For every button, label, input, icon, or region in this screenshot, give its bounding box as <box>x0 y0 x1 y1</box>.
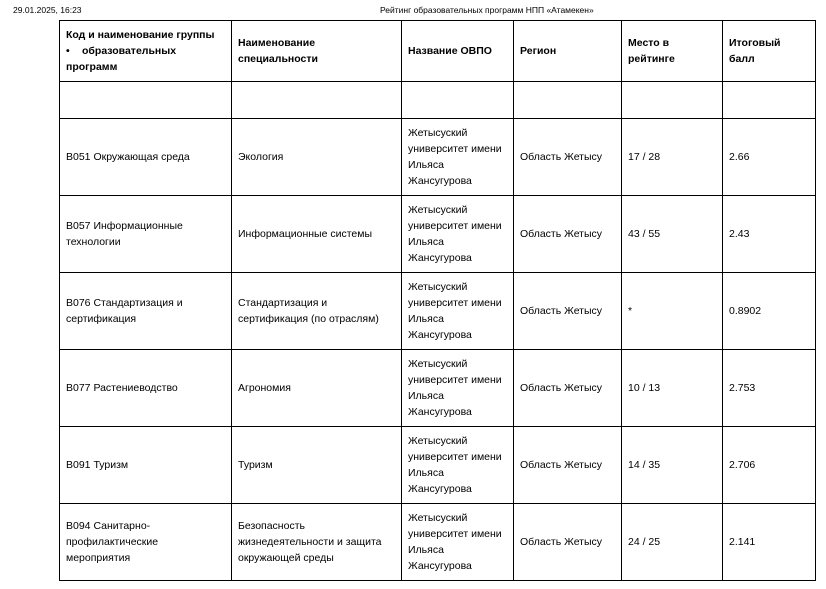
cell-group: В077 Растениеводство <box>60 350 232 427</box>
column-header-group-line2: образовательных <box>82 45 177 57</box>
cell-group: В051 Окружающая среда <box>60 119 232 196</box>
column-header-ovpo: Название ОВПО <box>402 21 514 82</box>
cell-region: Область Жетысу <box>514 196 622 273</box>
rating-table <box>59 20 816 581</box>
cell-ovpo: Жетысуский университет имени Ильяса Жансугурова <box>402 273 514 350</box>
cell-specialty: Экология <box>232 119 402 196</box>
table-row <box>60 119 816 196</box>
table-row <box>60 504 816 581</box>
empty-cell <box>723 82 816 119</box>
empty-cell <box>514 82 622 119</box>
cell-rank: 17 / 28 <box>622 119 723 196</box>
cell-region: Область Жетысу <box>514 350 622 427</box>
empty-row <box>60 82 816 119</box>
empty-cell <box>622 82 723 119</box>
cell-score: 2.43 <box>723 196 816 273</box>
table-row <box>60 273 816 350</box>
column-header-specialty: Наименование специальности <box>232 21 402 82</box>
column-header-score: Итоговый балл <box>723 21 816 82</box>
cell-ovpo: Жетысуский университет имени Ильяса Жансугурова <box>402 119 514 196</box>
cell-region: Область Жетысу <box>514 427 622 504</box>
cell-region: Область Жетысу <box>514 119 622 196</box>
cell-specialty: Туризм <box>232 427 402 504</box>
cell-rank: 43 / 55 <box>622 196 723 273</box>
empty-cell <box>60 82 232 119</box>
cell-specialty: Информационные системы <box>232 196 402 273</box>
cell-ovpo: Жетысуский университет имени Ильяса Жансугурова <box>402 350 514 427</box>
print-date: 29.01.2025, 16:23 <box>13 5 82 15</box>
table-header-row <box>60 21 816 82</box>
cell-specialty: Стандартизация и сертификация (по отраслям) <box>232 273 402 350</box>
print-title: Рейтинг образовательных программ НПП «Атамекен» <box>380 5 594 15</box>
column-header-group-line3: программ <box>66 61 118 73</box>
column-header-rank: Место в рейтинге <box>622 21 723 82</box>
cell-ovpo: Жетысуский университет имени Ильяса Жансугурова <box>402 504 514 581</box>
table-row <box>60 196 816 273</box>
cell-score: 2.753 <box>723 350 816 427</box>
cell-group: В094 Санитарно-профилактические мероприятия <box>60 504 232 581</box>
cell-specialty: Безопасность жизнедеятельности и защита окружающей среды <box>232 504 402 581</box>
cell-region: Область Жетысу <box>514 504 622 581</box>
column-header-region: Регион <box>514 21 622 82</box>
cell-group: В076 Стандартизация и сертификация <box>60 273 232 350</box>
bullet-icon: • <box>66 45 70 57</box>
cell-region: Область Жетысу <box>514 273 622 350</box>
column-header-group <box>60 21 232 82</box>
cell-score: 2.141 <box>723 504 816 581</box>
empty-cell <box>232 82 402 119</box>
table-row <box>60 350 816 427</box>
cell-rank: * <box>622 273 723 350</box>
column-header-group-line1: Код и наименование группы <box>66 29 215 41</box>
cell-ovpo: Жетысуский университет имени Ильяса Жансугурова <box>402 196 514 273</box>
cell-rank: 24 / 25 <box>622 504 723 581</box>
cell-rank: 10 / 13 <box>622 350 723 427</box>
print-header <box>13 5 813 17</box>
cell-score: 2.66 <box>723 119 816 196</box>
cell-group: В091 Туризм <box>60 427 232 504</box>
cell-ovpo: Жетысуский университет имени Ильяса Жансугурова <box>402 427 514 504</box>
cell-rank: 14 / 35 <box>622 427 723 504</box>
cell-score: 0.8902 <box>723 273 816 350</box>
table-row <box>60 427 816 504</box>
cell-score: 2.706 <box>723 427 816 504</box>
cell-specialty: Агрономия <box>232 350 402 427</box>
empty-cell <box>402 82 514 119</box>
cell-group: В057 Информационные технологии <box>60 196 232 273</box>
